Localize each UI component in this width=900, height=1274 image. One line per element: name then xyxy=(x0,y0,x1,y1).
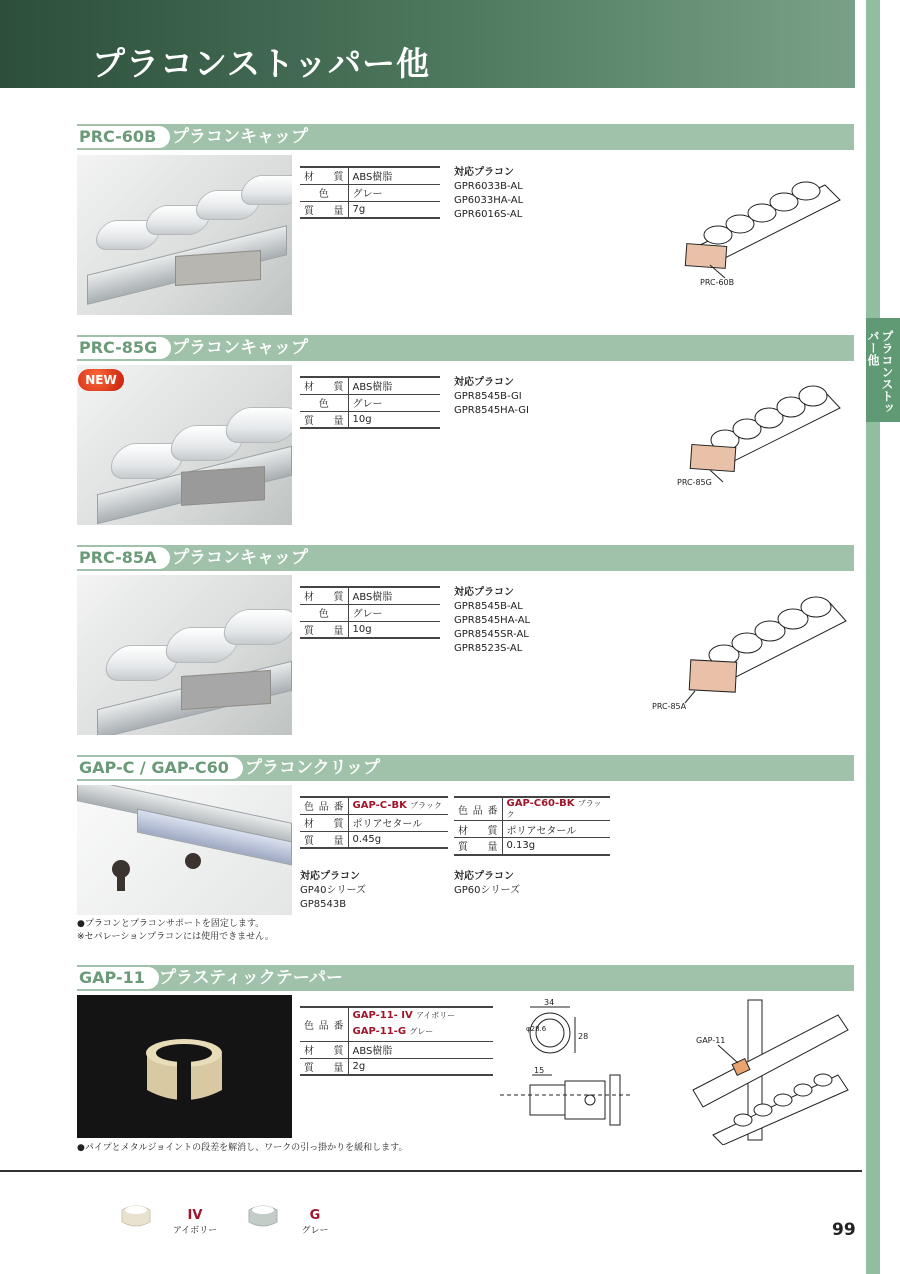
new-badge: NEW xyxy=(78,369,124,391)
dim-dia: φ28.6 xyxy=(526,1025,547,1033)
compat-list-prc-60b: 対応プラコン GPR6033B-AL GP6033HA-AL GPR6016S-AL xyxy=(454,167,524,220)
section-header-prc-85g xyxy=(77,335,854,361)
section-code: PRC-85G xyxy=(77,337,171,359)
section-header-prc-85a xyxy=(77,545,854,571)
section-name: プラコンクリップ xyxy=(245,758,380,778)
section-code: GAP-C / GAP-C60 xyxy=(77,757,243,779)
product-photo-gap-c xyxy=(77,785,292,915)
dimension-drawing-gap-11 xyxy=(490,995,640,1145)
diagram-label: PRC-60B xyxy=(700,278,735,287)
side-tab[interactable]: プラコンストッパー他 xyxy=(866,318,900,422)
section-header-prc-60b xyxy=(77,124,854,150)
page-title: プラコンストッパー他 xyxy=(92,44,431,83)
section-name: プラコンキャップ xyxy=(172,548,308,568)
spec-table-gap-11: 色品番 GAP-11- IV アイボリー GAP-11-G グレー 材 質 ABS樹脂 質 量 2g xyxy=(300,1006,493,1076)
diagram-label: PRC-85A xyxy=(652,702,687,711)
note-gap-11: ●パイプとメタルジョイントの段差を解消し、ワークの引っ掛かりを緩和します。 xyxy=(77,1143,408,1153)
diagram-label: PRC-85G xyxy=(677,478,712,487)
dim-depth: 15 xyxy=(534,1066,545,1075)
diagram-prc-85a xyxy=(650,585,850,715)
compat-list-prc-85g: 対応プラコン GPR8545B-GI GPR8545HA-GI xyxy=(454,377,529,416)
compat-list-prc-85a: 対応プラコン GPR8545B-AL GPR8545HA-AL GPR8545SR-AL GPR8523S-AL xyxy=(454,587,531,654)
section-code: GAP-11 xyxy=(77,967,159,989)
page-header xyxy=(0,0,855,88)
footer-divider xyxy=(0,1170,862,1172)
spec-table-prc-60b: 材 質 ABS樹脂 色 グレー 質 量 7g xyxy=(300,166,440,219)
spec-table-prc-85g: 材 質 ABS樹脂 色 グレー 質 量 10g xyxy=(300,376,440,429)
note-gap-c: ●プラコンとプラコンサポートを固定します。 ※セパレーションプラコンには使用できません。 xyxy=(77,919,274,942)
swatch-ivory-icon xyxy=(118,1202,154,1230)
diagram-prc-60b xyxy=(680,165,850,290)
section-code: PRC-85A xyxy=(77,547,170,569)
product-photo-prc-85a xyxy=(77,575,292,735)
section-name: プラコンキャップ xyxy=(172,338,308,358)
compat-list-gap-c60: 対応プラコン GP60シリーズ xyxy=(454,871,521,896)
page-number: 99 xyxy=(832,1220,856,1240)
spec-table-prc-85a: 材 質 ABS樹脂 色 グレー 質 量 10g xyxy=(300,586,440,639)
section-code: PRC-60B xyxy=(77,126,170,148)
spec-table-gap-c60: 色品番 GAP-C60-BK ブラック 材 質 ポリアセタール 質 量 0.13g xyxy=(454,796,610,856)
side-bar xyxy=(866,0,880,1274)
spec-table-gap-c: 色品番 GAP-C-BK ブラック 材 質 ポリアセタール 質 量 0.45g xyxy=(300,796,448,849)
section-header-gap-11 xyxy=(77,965,854,991)
diagram-label: GAP-11 xyxy=(696,1036,726,1045)
dim-height: 28 xyxy=(578,1032,589,1041)
usage-diagram-gap-11 xyxy=(688,995,853,1145)
swatch-gray: G グレー xyxy=(301,1208,329,1236)
diagram-prc-85g xyxy=(675,372,850,497)
section-name: プラコンキャップ xyxy=(172,127,308,147)
swatch-ivory: IV アイボリー xyxy=(172,1208,218,1236)
product-photo-prc-60b xyxy=(77,155,292,315)
swatch-gray-icon xyxy=(245,1202,281,1230)
compat-list-gap-c: 対応プラコン GP40シリーズ GP8543B xyxy=(300,871,367,910)
section-name: プラスティックテーパー xyxy=(159,968,343,988)
section-header-gap-c xyxy=(77,755,854,781)
dim-width: 34 xyxy=(544,998,555,1007)
product-photo-gap-11 xyxy=(77,995,292,1138)
